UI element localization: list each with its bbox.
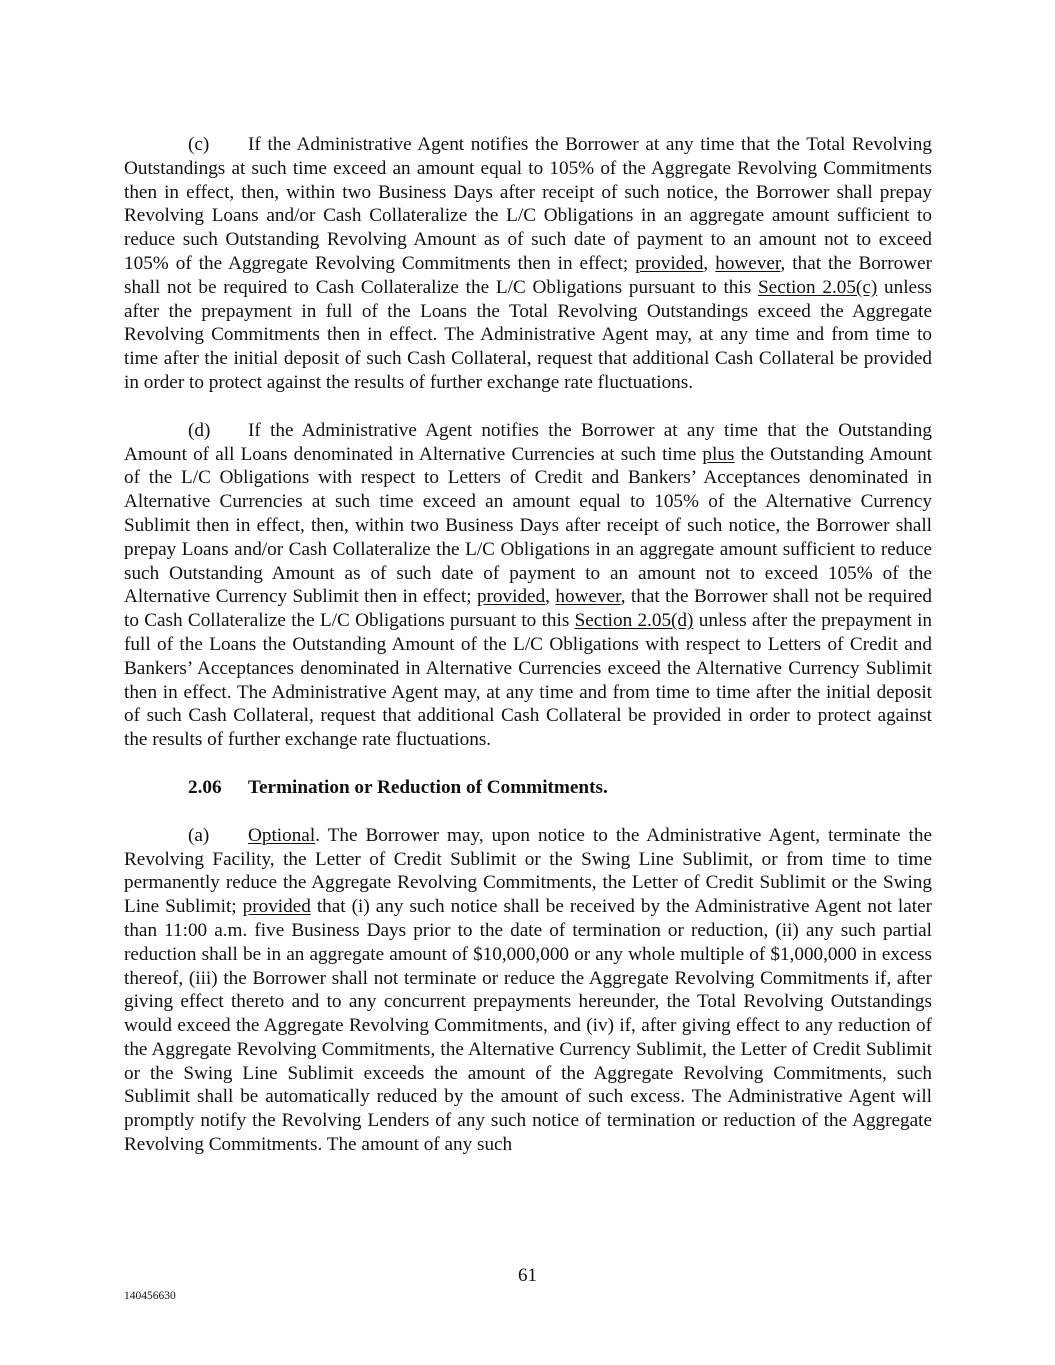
provided-term: provided: [635, 252, 704, 274]
paragraph-2-05-c: (c) If the Administrative Agent notifies the Borrower at any time that the Total Revolving Outstandings at such time exceed an amount equal to 105% of the Aggregate Revolving Commitments then in effect, then, within two Business Days after receipt of such notice, the Borrower shall prepay Revolving Loans and/or Cash Collateralize the L/C Obligations in an aggregate amount sufficient to reduce such Outstanding Revolving Amount as of such date of payment to an amount not to exceed 105% of the Aggregate Revolving Commitments then in effect; provided, however, that the Borrower shall not be required to Cash Collateralize the L/C Obligations pursuant to this Section 2.05(c) unless after the prepayment in full of the Loans the Total Revolving Outstandings exceed the Aggregate Revolving Commitments then in effect. The Administrative Agent may, at any time and from time to time after the initial deposit of such Cash Collateral, request that additional Cash Collateral be provided in order to protect against the results of further exchange rate fluctuations.: [124, 134, 933, 393]
provided-term: provided: [476, 586, 546, 608]
clause-label: (d): [188, 419, 211, 441]
provided-term: provided: [242, 896, 311, 918]
section-heading: [188, 776, 932, 800]
paragraph-2-06-a: (a) Optional. The Borrower may, upon notice to the Administrative Agent, terminate the Revolving Facility, the Letter of Credit Sublimit or the Swing Line Sublimit, or from time to time permanently reduce the Aggregate Revolving Commitments, the Letter of Credit Sublimit or the Swing Line Sublimit; provided that (i) any such notice shall be received by the Administrative Agent not later than 11:00 a.m. five Business Days prior to the date of termination or reduction, (ii) any such partial reduction shall be in an aggregate amount of $10,000,000 or any whole multiple of $1,000,000 in excess thereof, (iii) the Borrower shall not terminate or reduce the Aggregate Revolving Commitments if, after giving effect thereto and to any concurrent prepayments hereunder, the Total Revolving Outstandings would exceed the Aggregate Revolving Commitments, and (iv) if, after giving effect to any reduction of the Aggregate Revolving Commitments, the Alternative Currency Sublimit, the Letter of Credit Sublimit or the Swing Line Sublimit exceeds the amount of the Aggregate Revolving Commitments, such Sublimit shall be automatically reduced by the amount of such excess. The Administrative Agent will promptly notify the Revolving Lenders of any such notice of termination or reduction of the Aggregate Revolving Commitments. The amount of any such: [124, 824, 932, 1156]
paragraph-2-05-d: (d) If the Administrative Agent notifies the Borrower at any time that the Outstanding Amount of all Loans denominated in Alternative Currencies at such time plus the Outstanding Amount of the L/C Obligations with respect to Letters of Credit and Bankers’ Acceptances denominated in Alternative Currencies at such time exceed an amount equal to 105% of the Alternative Currency Sublimit then in effect, then, within two Business Days after receipt of such notice, the Borrower shall prepay Loans and/or Cash Collateralize the L/C Obligations in an aggregate amount sufficient to reduce such Outstanding Amount as of such date of payment to an amount not to exceed 105% of the Alternative Currency Sublimit then in effect; provided, however, that the Borrower shall not be required to Cash Collateralize the L/C Obligations pursuant to this Section 2.05(d) unless after the prepayment in full of the Loans the Outstanding Amount of the L/C Obligations with respect to Letters of Credit and Bankers’ Acceptances denominated in Alternative Currencies exceed the Alternative Currency Sublimit then in effect. The Administrative Agent may, at any time and from time to time after the initial deposit of such Cash Collateral, request that additional Cash Collateral be provided in order to protect against the results of further exchange rate fluctuations.: [124, 419, 932, 751]
document-id: 140456630: [124, 1290, 176, 1302]
however-term: however: [555, 586, 621, 608]
section-title: Termination or Reduction of Commitments.: [248, 776, 608, 798]
section-reference: Section 2.05(d): [574, 610, 694, 632]
however-term: however: [715, 252, 781, 274]
plus-term: plus: [702, 443, 735, 465]
clause-label: (a): [188, 824, 210, 846]
section-reference: Section 2.05(c): [758, 276, 878, 298]
clause-label: (c): [188, 134, 210, 155]
page-number: 61: [518, 1265, 537, 1286]
optional-term: Optional: [248, 824, 316, 846]
section-number: 2.06: [188, 776, 222, 798]
document-page: [124, 133, 932, 1181]
